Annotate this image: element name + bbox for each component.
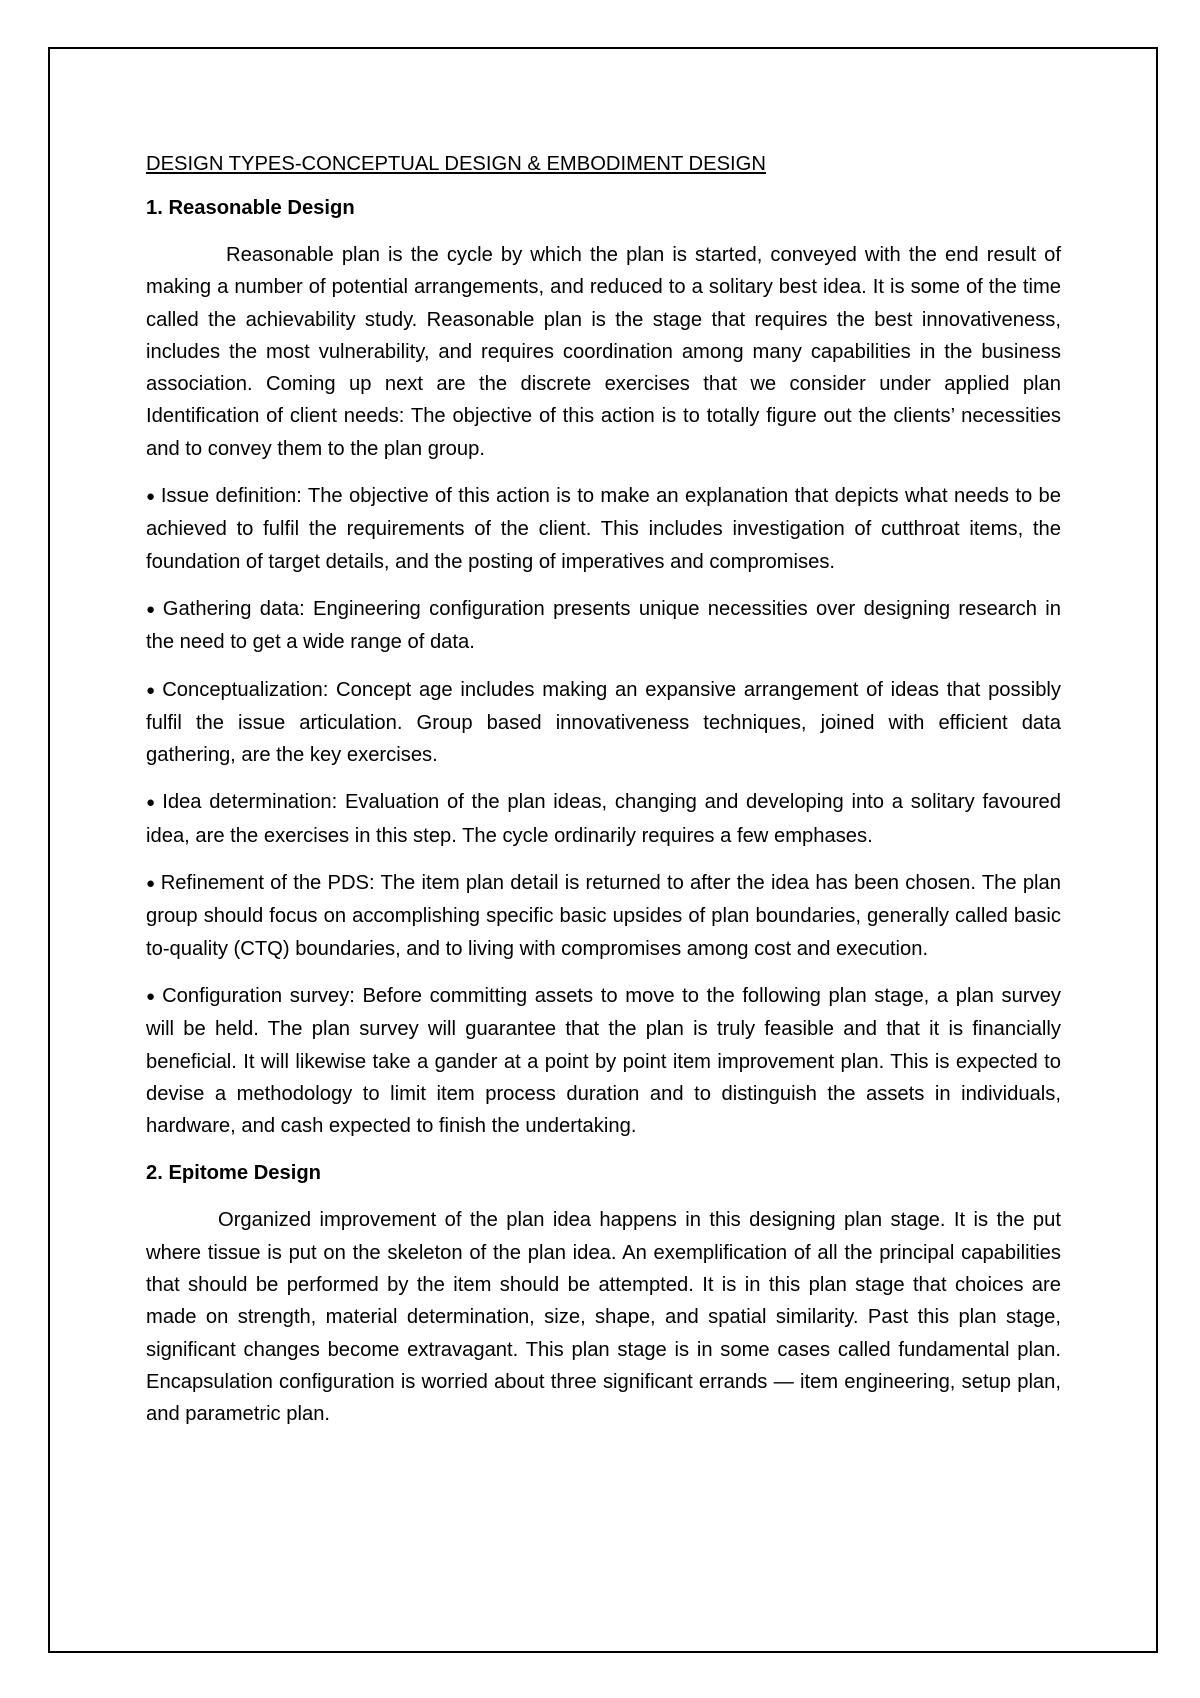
bullet-icon: ● [146, 987, 158, 1005]
section-intro-epitome-design: Organized improvement of the plan idea happens in this designing plan stage. It is the put where tissue is put on the skeleton of the plan idea. An exemplification of all the principal capabilities that should be performed by the item should be attempted. It is in this plan stage that choices are made on strength, material determination, size, shape, and spatial similarity. Past this plan stage, significant changes become extravagant. This plan stage is in some cases called fundamental plan. Encapsulation configuration is worried about three significant errands — item engineering, setup plan, and parametric plan. [146, 1209, 1061, 1426]
bullet-icon: ● [146, 794, 158, 812]
bullet-text: Conceptualization: Concept age includes making an expansive arrangement of ideas that possibly fulfil the issue articulation. Group based innovativeness techniques, joined with efficient data gathering, are the key exercises. [146, 678, 1062, 767]
section-heading-reasonable-design: 1. Reasonable Design [146, 197, 355, 219]
bullet-item-refinement-pds [146, 867, 1061, 965]
bullet-text: Gathering data: Engineering configuration presents unique necessities over designing research in the need to get a wide range of data. [146, 597, 1061, 654]
bullet-text: Idea determination: Evaluation of the plan ideas, changing and developing into a solitary favoured idea, are the exercises in this step. The cycle ordinarily requires a few emphases. [146, 791, 1062, 847]
document-title: DESIGN TYPES-CONCEPTUAL DESIGN & EMBODIMENT DESIGN [146, 153, 766, 175]
section-heading-epitome-design: 2. Epitome Design [146, 1162, 321, 1185]
document-body [146, 148, 1061, 1446]
bullet-text: Configuration survey: Before committing assets to move to the following plan stage, a plan survey will be held. The plan survey will guarantee that the plan is truly feasible and that it is financially beneficial. It will likewise take a gander at a point by point item improvement plan. This is expected to devise a methodology to limit item process duration and to distinguish the assets in individuals, hardware, and cash expected to finish the undertaking. [146, 984, 1061, 1138]
section-intro-reasonable-design: Reasonable plan is the cycle by which the plan is started, conveyed with the end result of making a number of potential arrangements, and reduced to a solitary best idea. It is some of the time called the achievability study. Reasonable plan is the stage that requires the best innovativeness, includes the most vulnerability, and requires coordination among many capabilities in the business association. Coming up next are the discrete exercises that we consider under applied plan Identification of client needs: The objective of this action is to totally figure out the clients’ necessities and to convey them to the plan group. [146, 244, 1061, 460]
bullet-icon: ● [146, 681, 158, 699]
bullet-item-issue-definition [146, 480, 1061, 578]
bullet-icon: ● [146, 488, 156, 506]
bullet-text: Issue definition: The objective of this action is to make an explanation that depicts what needs to be achieved to fulfil the requirements of the client. This includes investigation of cutthroat items, the foundation of target details, and the posting of imperatives and compromises. [146, 485, 1061, 573]
bullet-icon: ● [146, 600, 158, 618]
bullet-item-conceptualization [146, 674, 1061, 772]
bullet-item-gathering-data [146, 593, 1061, 659]
bullet-icon: ● [146, 875, 156, 893]
bullet-item-idea-determination [146, 786, 1061, 852]
bullet-text: Refinement of the PDS: The item plan detail is returned to after the idea has been chosen. The plan group should focus on accomplishing specific basic upsides of plan boundaries, generally called basic to-quality (CTQ) boundaries, and to living with compromises among cost and execution. [146, 872, 1061, 960]
bullet-item-configuration-survey [146, 980, 1061, 1142]
